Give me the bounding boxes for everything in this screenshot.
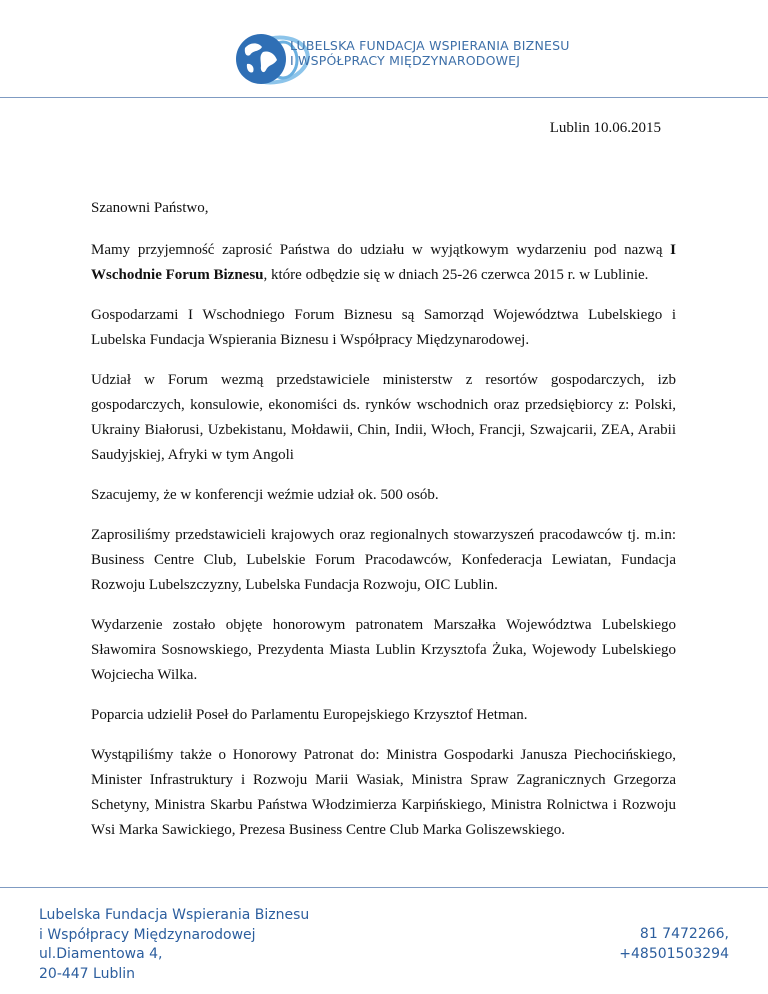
letter-body: [91, 196, 676, 858]
footer-phones: [619, 925, 729, 964]
header-org-line-2: I WSPÓŁPRACY MIĘDZYNARODOWEJ: [290, 53, 521, 68]
paragraph-invitation: [91, 238, 676, 288]
footer-address: [39, 906, 309, 984]
footer-city: 20-447 Lublin: [39, 965, 136, 982]
paragraph-honorary-patronage: Wydarzenie zostało objęte honorowym patronatem Marszałka Województwa Lubelskiego Sławomira Sosnowskiego, Prezydenta Miasta Lublin Krzysztofa Żuka, Wojewody Lubelskiego Wojciecha Wilka.: [91, 617, 676, 683]
header-divider: [0, 97, 768, 98]
paragraph-participants: Udział w Forum wezmą przedstawiciele ministerstw z resortów gospodarczych, izb gospodarczych, konsulowie, ekonomiści ds. rynków wschodnich oraz przedsiębiorcy z: Polski, Ukrainy Białorusi, Uzbekistanu, Mołdawii, Chin, Indii, Włoch, Francji, Szwajcarii, ZEA, Arabii Saudyjskiej, Afryki w tym Angoli: [91, 372, 676, 463]
footer-street: ul.Diamentowa 4,: [39, 946, 163, 962]
footer-org-line-2: i Współpracy Międzynarodowej: [39, 926, 256, 943]
footer-org-line-1: Lubelska Fundacja Wspierania Biznesu: [39, 907, 310, 923]
letter-greeting: Szanowni Państwo,: [91, 200, 209, 216]
letter-date: Lublin 10.06.2015: [549, 120, 661, 136]
header-organization-name: [290, 38, 570, 68]
footer-divider: [0, 887, 768, 888]
header-org-line-1: LUBELSKA FUNDACJA WSPIERANIA BIZNESU: [290, 38, 570, 53]
paragraph-employer-associations: Zaprosiliśmy przedstawicieli krajowych oraz regionalnych stowarzyszeń pracodawców tj. m.in: Business Centre Club, Lubelskie Forum Pracodawców, Konfederacja Lewiatan, Fundacja Rozwoju Lubelszczyzny, Lubelska Fundacja Rozwoju, OIC Lublin.: [91, 527, 676, 593]
footer-phone-1: 81 7472266,: [639, 926, 729, 942]
invitation-text-start: Mamy przyjemność zaprosić Państwa do udziału w wyjątkowym wydarzeniu pod nazwą: [91, 242, 671, 258]
paragraph-patronage-requests: Wystąpiliśmy także o Honorowy Patronat do: Ministra Gospodarki Janusza Piechocińskiego, Minister Infrastruktury i Rozwoju Marii Wasiak, Ministra Spraw Zagranicznych Grzegorza Schetyny, Ministra Skarbu Państwa Włodzimierza Karpińskiego, Ministra Rolnictwa i Rozwoju Wsi Marka Sawickiego, Prezesa Business Centre Club Marka Goliszewskiego.: [91, 747, 676, 838]
footer-phone-2: +48501503294: [619, 945, 729, 962]
paragraph-attendance: Szacujemy, że w konferencji weźmie udział ok. 500 osób.: [91, 487, 439, 503]
event-name: I Wschodnie Forum Biznesu: [91, 242, 676, 283]
invitation-text-end: , które odbędzie się w dniach 25-26 czerwca 2015 r. w Lublinie.: [263, 267, 649, 283]
paragraph-support: Poparcia udzielił Poseł do Parlamentu Europejskiego Krzysztof Hetman.: [91, 707, 528, 723]
paragraph-hosts: Gospodarzami I Wschodniego Forum Biznesu są Samorząd Województwa Lubelskiego i Lubelska Fundacja Wspierania Biznesu i Współpracy Międzynarodowej.: [91, 307, 676, 348]
